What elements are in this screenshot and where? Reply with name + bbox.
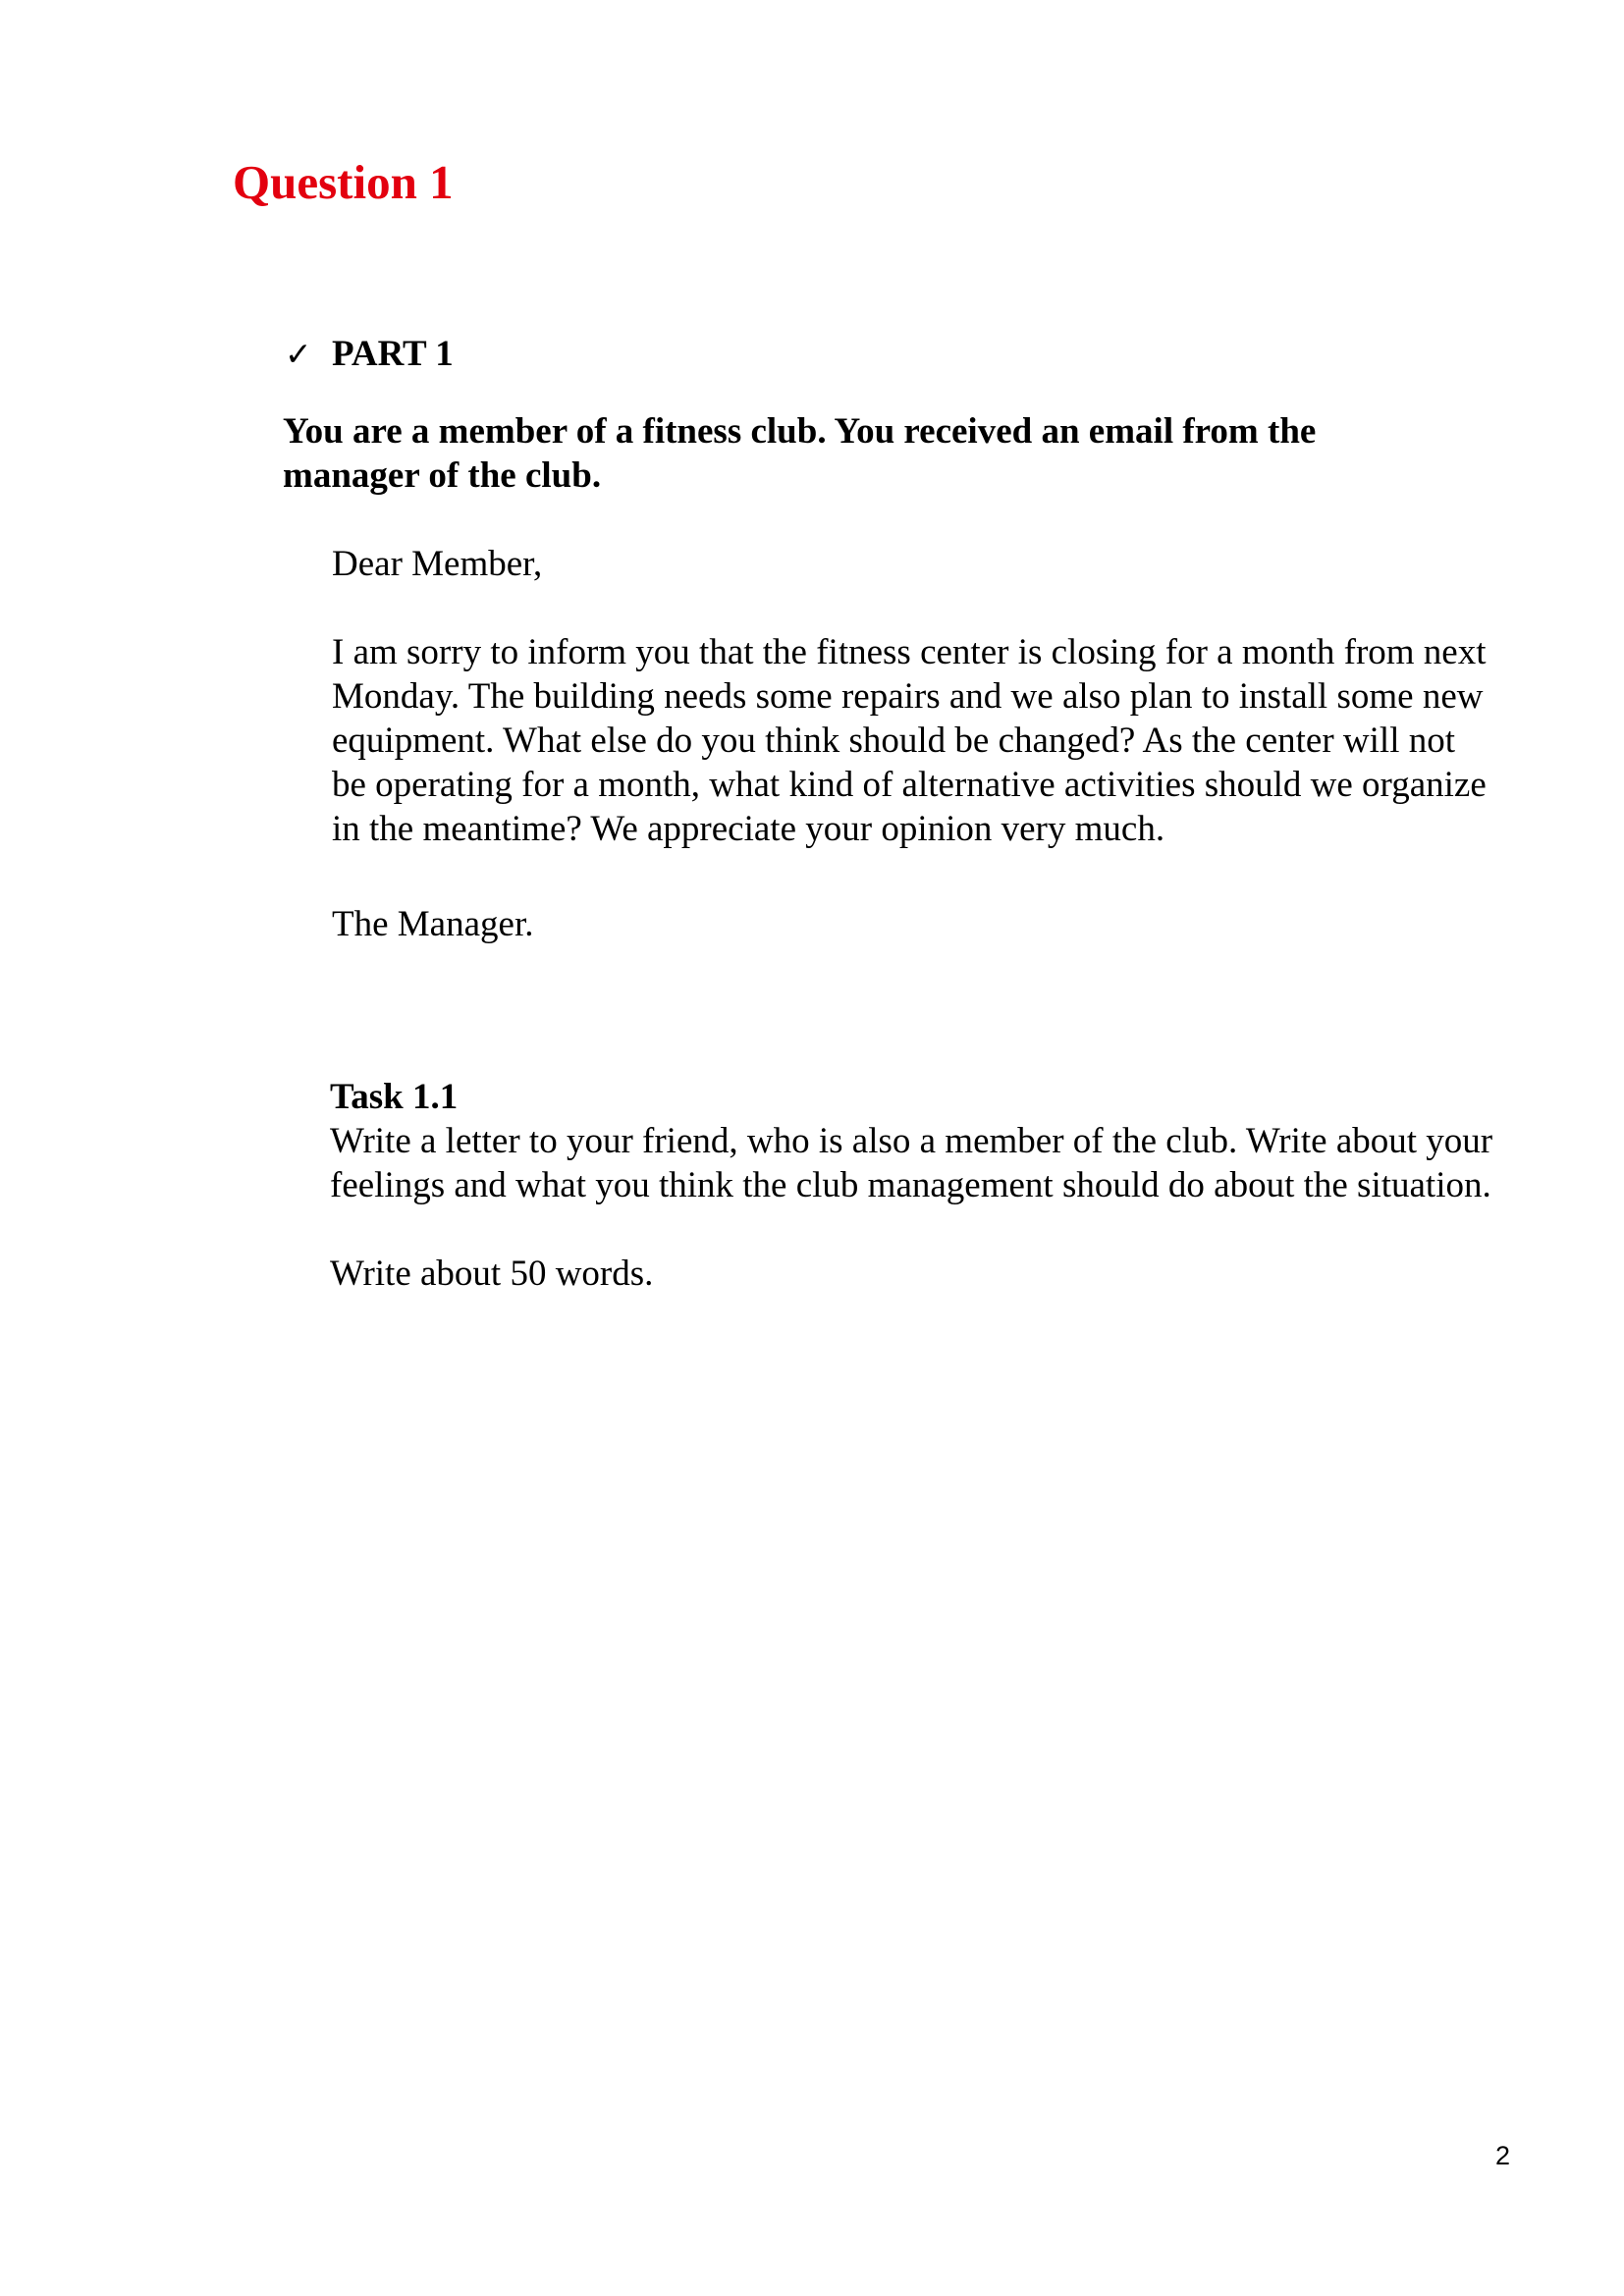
part-label: PART 1 <box>332 334 454 374</box>
email-message <box>332 542 1490 946</box>
checkmark-icon: ✓ <box>285 335 312 373</box>
scenario-intro: You are a member of a fitness club. You received an email from the manager of the club. <box>283 411 1317 496</box>
email-signature: The Manager. <box>332 904 534 944</box>
email-greeting: Dear Member, <box>332 544 543 584</box>
task-word-count: Write about 50 words. <box>330 1254 654 1294</box>
task-instructions: Write a letter to your friend, who is also a member of the club. Write about your feelings and what you think the club management should do about the situation. <box>330 1121 1493 1205</box>
question-title: Question 1 <box>233 155 454 209</box>
task-block <box>330 1075 1508 1296</box>
task-title: Task 1.1 <box>330 1077 459 1117</box>
page-number: 2 <box>1495 2141 1511 2170</box>
email-body: I am sorry to inform you that the fitness center is closing for a month from next Monday. The building needs some repairs and we also plan to install some new equipment. What else do you think should be changed? As the center will not be operating for a month, what kind of alternative activities should we organize in the meantime? We appreciate your opinion very much. <box>332 632 1487 849</box>
part-heading <box>285 332 454 377</box>
